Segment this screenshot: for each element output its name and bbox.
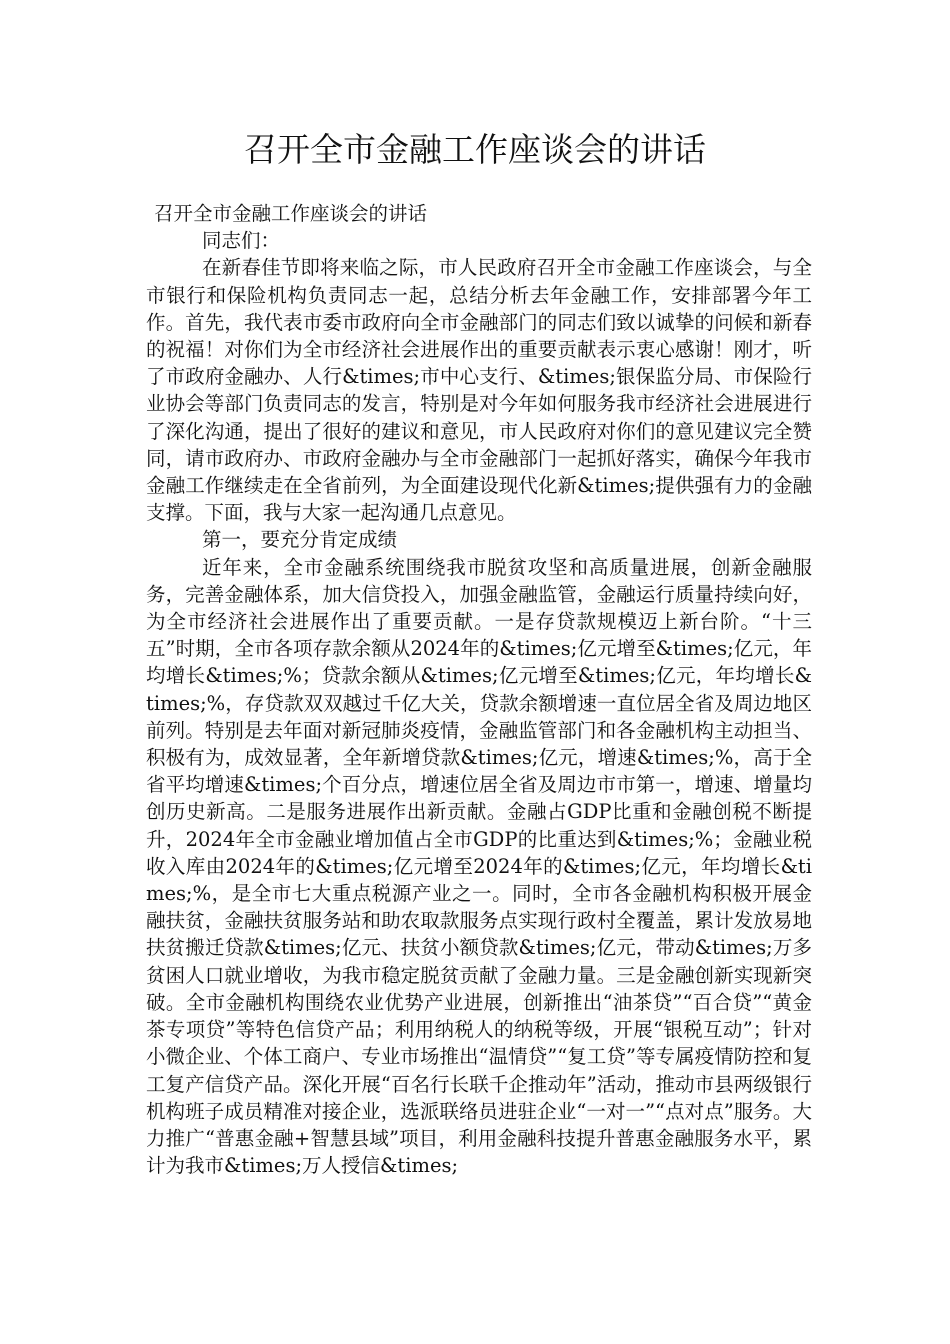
document-subtitle: 召开全市金融工作座谈会的讲话	[154, 202, 428, 225]
document-body	[146, 200, 812, 1179]
document-title: 召开全市金融工作座谈会的讲话	[244, 130, 706, 169]
section-heading-first: 第一，要充分肯定成绩	[202, 528, 398, 552]
paragraph-opening: 在新春佳节即将来临之际，市人民政府召开全市金融工作座谈会，与全市银行和保险机构负责同志一起，总结分析去年金融工作，安排部署今年工作。首先，我代表市委市政府向全市金融部门的同志们致以诚挚的问候和新春的祝福！对你们为全市经济社会进展作出的重要贡献表示衷心感谢！刚才，听了市政府金融办、人行&times;市中心支行、&times;银保监分局、市保险行业协会等部门负责同志的发言，特别是对今年如何服务我市经济社会进展进行了深化沟通，提出了很好的建议和意见，市人民政府对你们的意见建议完全赞同，请市政府办、市政府金融办与全市金融部门一起抓好落实，确保今年我市金融工作继续走在全省前列，为全面建设现代化新&times;提供强有力的金融支撑。下面，我与大家一起沟通几点意见。	[146, 256, 812, 525]
salutation: 同志们：	[202, 229, 281, 253]
paragraph-achievements: 近年来，全市金融系统围绕我市脱贫攻坚和高质量进展，创新金融服务，完善金融体系，加大信贷投入，加强金融监管，金融运行质量持续向好，为全市经济社会进展作出了重要贡献。一是存贷款规模迈上新台阶。“十三五”时期，全市各项存款余额从2024年的&times;亿元增至&times;亿元，年均增长&times;%；贷款余额从&times;亿元增至&times;亿元，年均增长&times;%，存贷款双双越过千亿大关，贷款余额增速一直位居全省及周边地区前列。特别是去年面对新冠肺炎疫情，金融监管部门和各金融机构主动担当、积极有为，成效显著，全年新增贷款&times;亿元，增速&times;%，高于全省平均增速&times;个百分点，增速位居全省及周边市市第一，增速、增量均创历史新高。二是服务进展作出新贡献。金融占GDP比重和金融创税不断提升，2024年全市金融业增加值占全市GDP的比重达到&times;%；金融业税收入库由2024年的&times;亿元增至2024年的&times;亿元，年均增长&times;%，是全市七大重点税源产业之一。同时，全市各金融机构积极开展金融扶贫，金融扶贫服务站和助农取款服务点实现行政村全覆盖，累计发放易地扶贫搬迁贷款&times;亿元、扶贫小额贷款&times;亿元，带动&times;万多贫困人口就业增收，为我市稳定脱贫贡献了金融力量。三是金融创新实现新突破。全市金融机构围绕农业优势产业进展，创新推出“油茶贷”“百合贷”“黄金茶专项贷”等特色信贷产品；利用纳税人的纳税等级，开展“银税互动”；针对小微企业、个体工商户、专业市场推出“温情贷”“复工贷”等专属疫情防控和复工复产信贷产品。深化开展“百名行长联千企推动年”活动，推动市县两级银行机构班子成员精准对接企业，选派联络员进驻企业“一对一”“点对点”服务。大力推广“普惠金融+智慧县域”项目，利用金融科技提升普惠金融服务水平，累计为我市&times;万人授信&times;	[146, 555, 812, 1178]
